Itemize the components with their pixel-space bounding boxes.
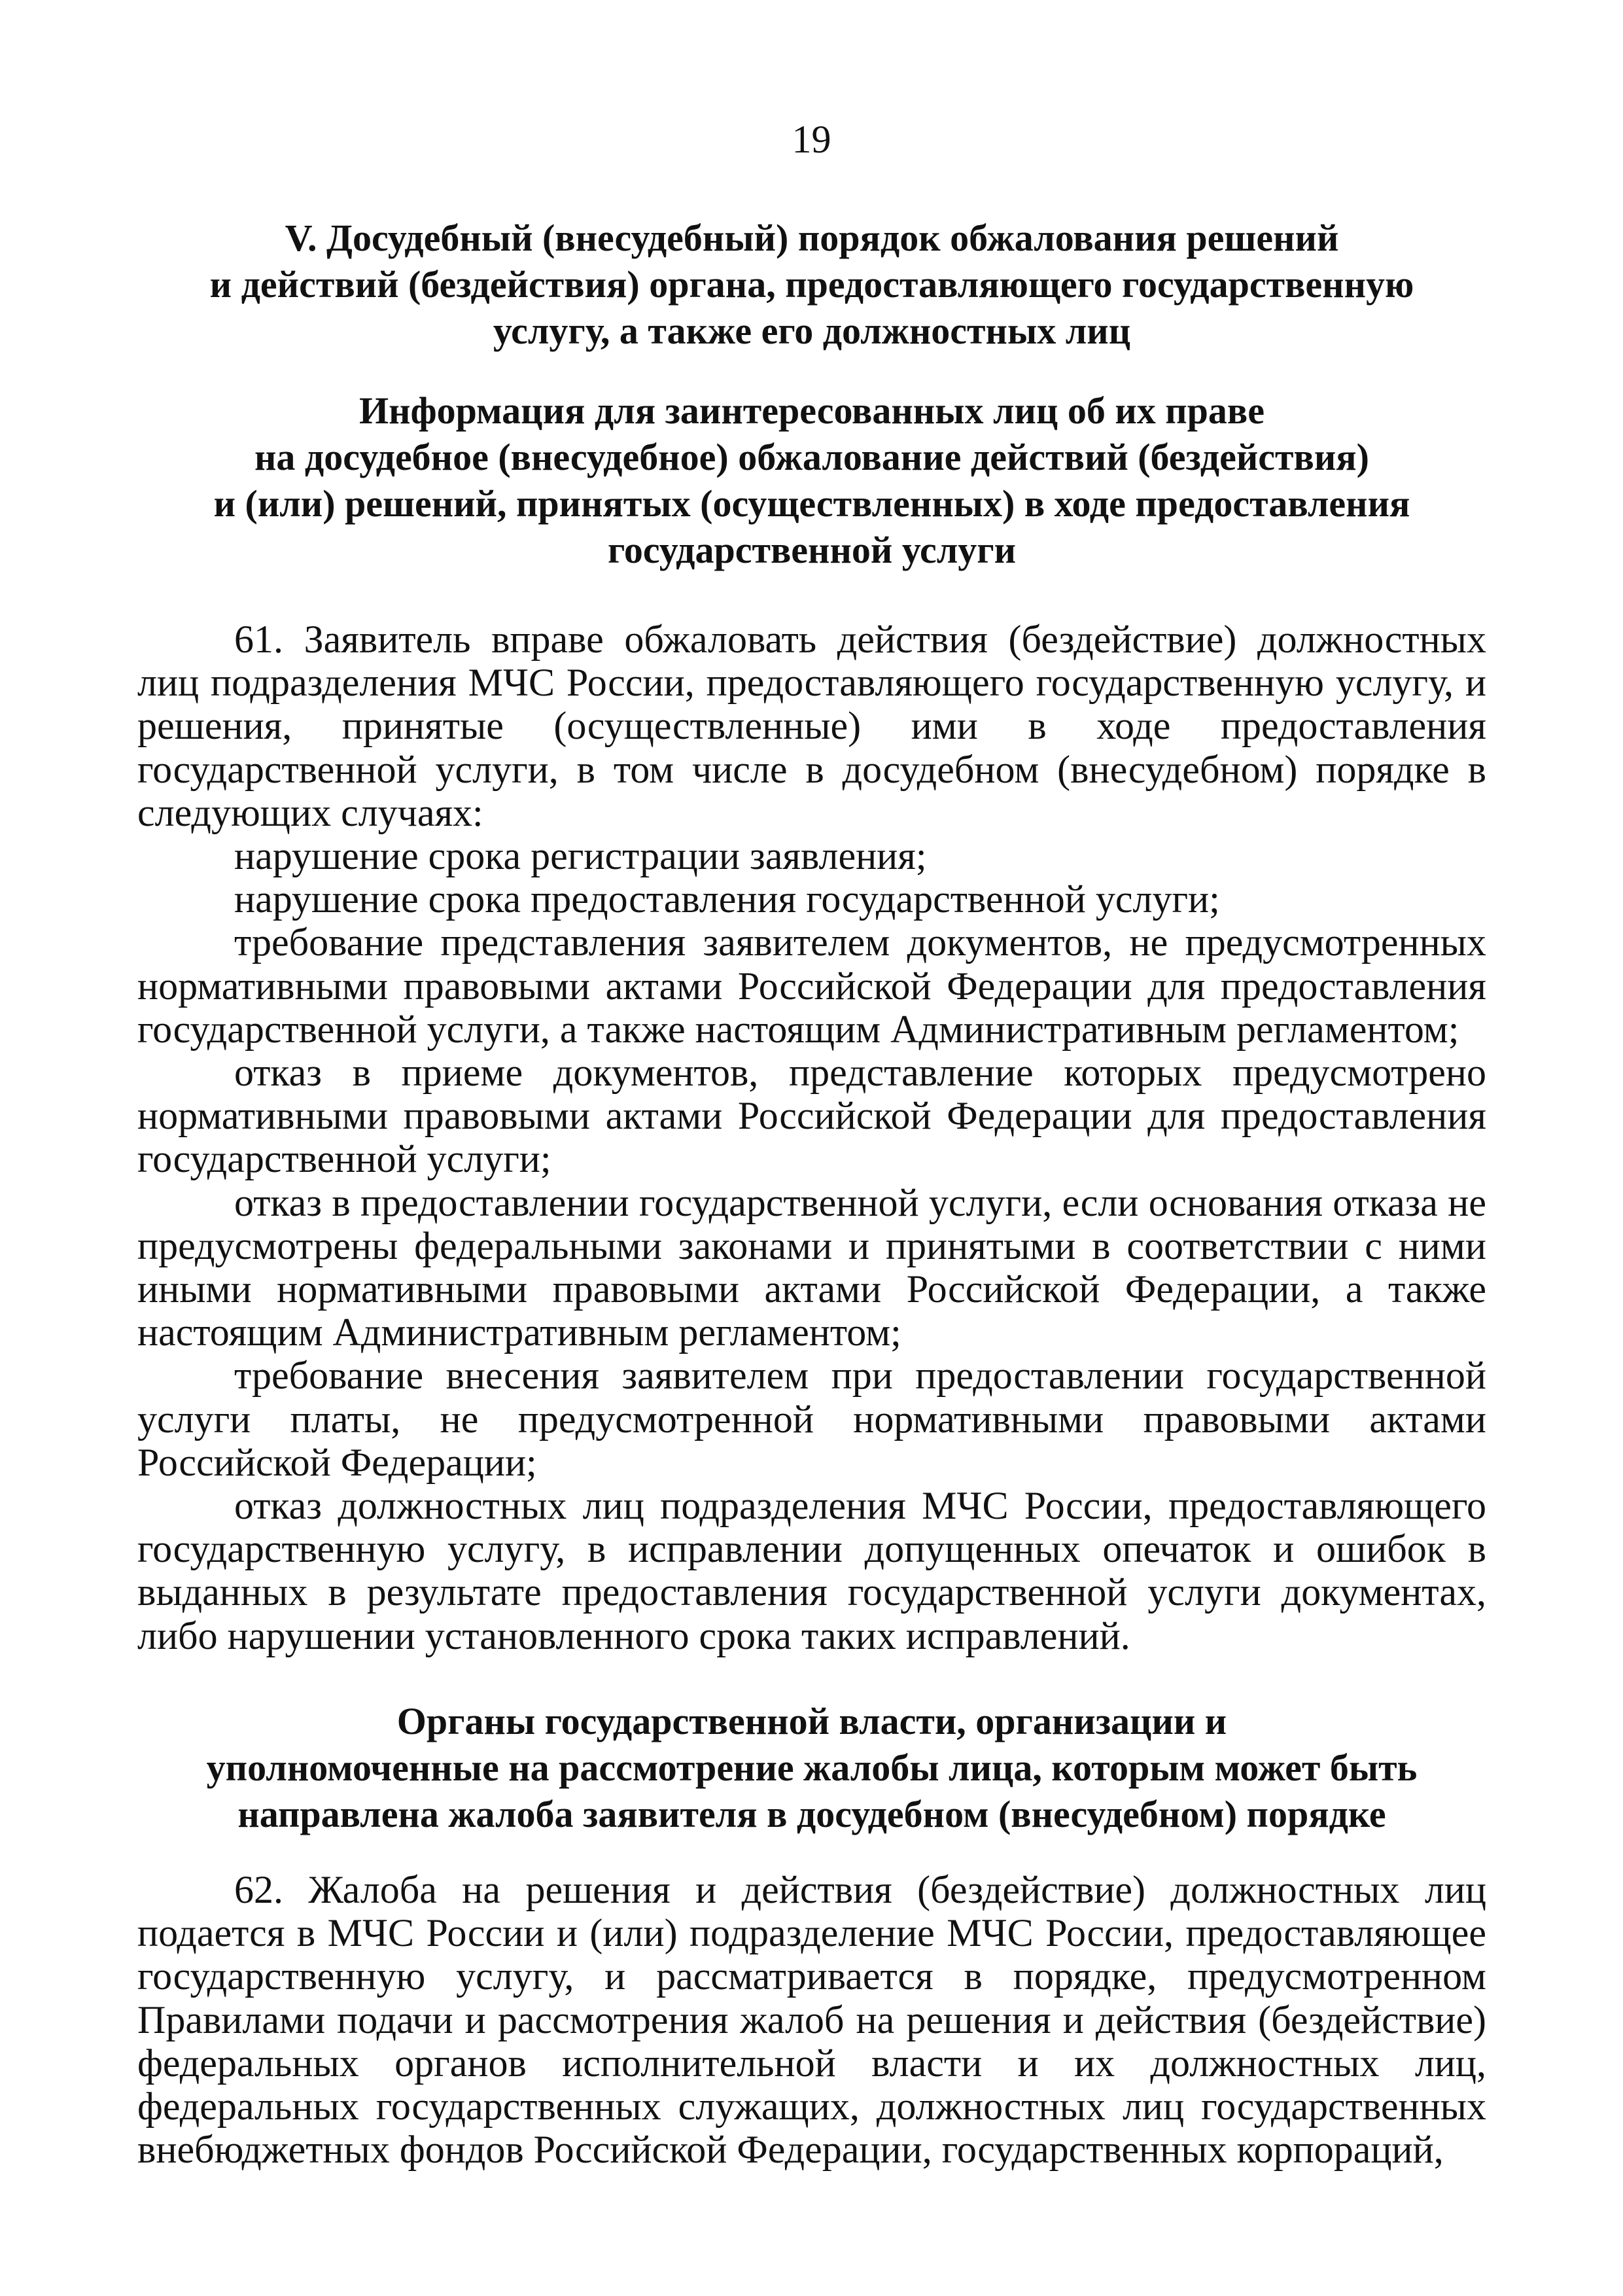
clause-61 xyxy=(137,618,1486,1657)
list-item: отказ в предоставлении государственной услуги, если основания отказа не предусмотрены федеральными законами и принятыми в соответствии с ними иными нормативными правовыми актами Российской Федерации, а также настоящим Административным регламентом; xyxy=(137,1180,1486,1354)
subheading-line: уполномоченные на рассмотрение жалобы лица, которым может быть xyxy=(206,1746,1418,1789)
list-item: отказ должностных лиц подразделения МЧС России, предоставляющего государственную услугу, в исправлении допущенных опечаток и ошибок в выданных в результате предоставления государственной услуги документах, либо нарушении установленного срока таких исправлений. xyxy=(137,1484,1486,1657)
paragraph-62: 62. Жалоба на решения и действия (бездействие) должностных лиц подается в МЧС России и (или) подразделение МЧС России, предоставляющее государственную услугу, и рассматривается в порядке, предусмотренном Правилами подачи и рассмотрения жалоб на решения и действия (бездействие) федеральных органов исполнительной власти и их должностных лиц, федеральных государственных служащих, должностных лиц государственных внебюджетных фондов Российской Федерации, государственных корпораций, xyxy=(137,1868,1486,2172)
subheading-appeal-info xyxy=(137,387,1486,573)
subheading-line: на досудебное (внесудебное) обжалование действий (бездействия) xyxy=(254,436,1369,478)
section-heading-line: услугу, а также его должностных лиц xyxy=(493,309,1131,352)
subheading-line: Органы государственной власти, организации и xyxy=(396,1700,1227,1742)
list-item: требование внесения заявителем при предоставлении государственной услуги платы, не предусмотренной нормативными правовыми актами Российской Федерации; xyxy=(137,1354,1486,1484)
page-number: 19 xyxy=(792,118,831,161)
list-item: отказ в приеме документов, представление которых предусмотрено нормативными правовыми актами Российской Федерации для предоставления государственной услуги; xyxy=(137,1051,1486,1181)
section-heading-line: V. Досудебный (внесудебный) порядок обжалования решений xyxy=(285,217,1339,259)
subheading-line: государственной услуги xyxy=(607,529,1017,571)
clause-62 xyxy=(137,1868,1486,2171)
subheading-line: Информация для заинтересованных лиц об их праве xyxy=(359,389,1265,432)
section-heading xyxy=(137,215,1486,354)
list-item: нарушение срока регистрации заявления; xyxy=(234,834,927,878)
list-item: нарушение срока предоставления государственной услуги; xyxy=(234,877,1220,921)
section-heading-line: и действий (бездействия) органа, предоставляющего государственную xyxy=(209,263,1414,306)
subheading-line: направлена жалоба заявителя в досудебном (внесудебном) порядке xyxy=(237,1793,1386,1835)
list-item: требование представления заявителем документов, не предусмотренных нормативными правовыми актами Российской Федерации для предоставления государственной услуги, а также настоящим Административным регламентом; xyxy=(137,921,1486,1051)
subheading-line: и (или) решений, принятых (осуществленных) в ходе предоставления xyxy=(213,482,1410,525)
subheading-complaint-bodies xyxy=(137,1698,1486,1837)
paragraph-61-intro: 61. Заявитель вправе обжаловать действия (бездействие) должностных лиц подразделения МЧС России, предоставляющего государственную услугу, и решения, принятые (осуществленные) ими в ходе предоставления государственной услуги, в том числе в досудебном (внесудебном) порядке в следующих случаях: xyxy=(137,618,1486,834)
